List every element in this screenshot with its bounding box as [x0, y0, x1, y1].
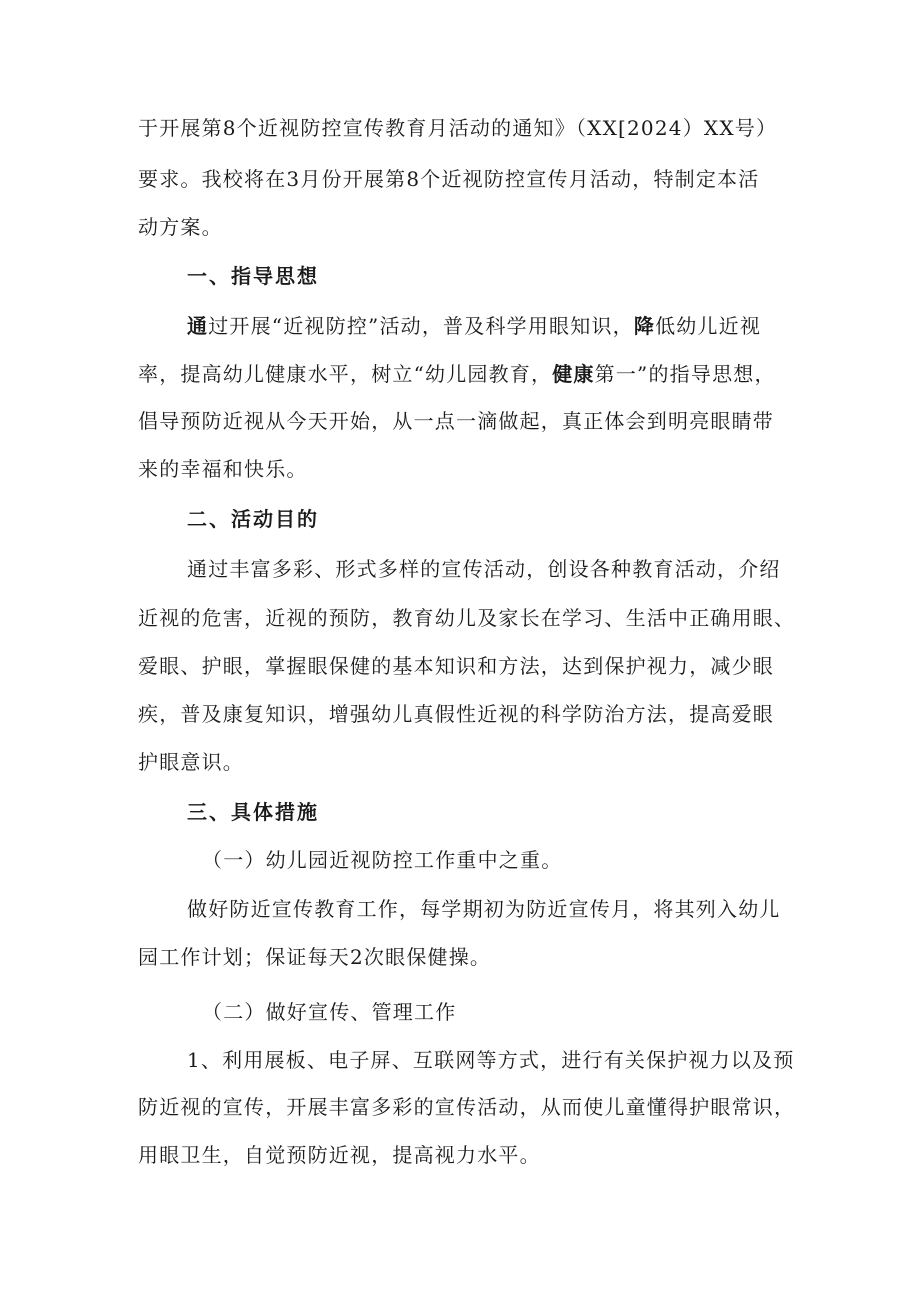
section-heading-activity-purpose: 二、活动目的	[187, 507, 319, 531]
section-heading-guiding-thought: 一、指导思想	[187, 264, 319, 288]
paragraph-line: 防近视的宣传，开展丰富多彩的宣传活动，从而使儿童懂得护眼常识，	[138, 1095, 796, 1119]
paragraph-line: 护眼意识。	[138, 750, 244, 774]
intro-line: 于开展第8个近视防控宣传教育月活动的通知》（XX[2024）XX号）	[138, 116, 778, 140]
paragraph-line: 疾，普及康复知识，增强幼儿真假性近视的科学防治方法，提高爱眼	[138, 702, 774, 726]
paragraph-line	[187, 313, 761, 339]
bold-fragment: 健康	[552, 362, 595, 386]
paragraph-line: 近视的危害，近视的预防，教育幼儿及家长在学习、生活中正确用眼、	[138, 606, 796, 630]
paragraph-line	[138, 361, 776, 387]
intro-line: 动方案。	[138, 215, 223, 239]
bold-fragment: 降	[633, 314, 656, 338]
bold-fragment: 通	[187, 314, 209, 338]
text-fragment: 率，提高幼儿健康水平，树立“幼儿园教育，	[138, 362, 553, 386]
section-heading-specific-measures: 三、具体措施	[187, 800, 319, 824]
text-fragment: 过开展“近视防控”活动，普及科学用眼知识，	[208, 314, 634, 338]
paragraph-line: 1、利用展板、电子屏、互联网等方式，进行有关保护视力以及预	[187, 1048, 795, 1072]
paragraph-line: 来的幸福和快乐。	[138, 457, 308, 481]
text-fragment: 低幼儿近视	[655, 314, 762, 338]
paragraph-line: 爱眼、护眼，掌握眼保健的基本知识和方法，达到保护视力，减少眼	[138, 654, 774, 678]
paragraph-line: 做好防近宣传教育工作，每学期初为防近宣传月，将其列入幼儿	[187, 897, 781, 921]
text-fragment: 第一”的指导思想，	[594, 362, 776, 386]
paragraph-line: 园工作计划；保证每天2次眼保健操。	[138, 945, 492, 969]
paragraph-line: 通过丰富多彩、形式多样的宣传活动，创设各种教育活动，介绍	[187, 557, 781, 581]
subsection-title: （二）做好宣传、管理工作	[202, 1000, 457, 1024]
paragraph-line: 倡导预防近视从今天开始，从一点一滴做起，真正体会到明亮眼睛带	[138, 409, 774, 433]
intro-line: 要求。我校将在3月份开展第8个近视防控宣传月活动，特制定本活	[138, 167, 760, 191]
subsection-title: （一）幼儿园近视防控工作重中之重。	[202, 848, 563, 872]
paragraph-line: 用眼卫生，自觉预防近视，提高视力水平。	[138, 1143, 541, 1167]
